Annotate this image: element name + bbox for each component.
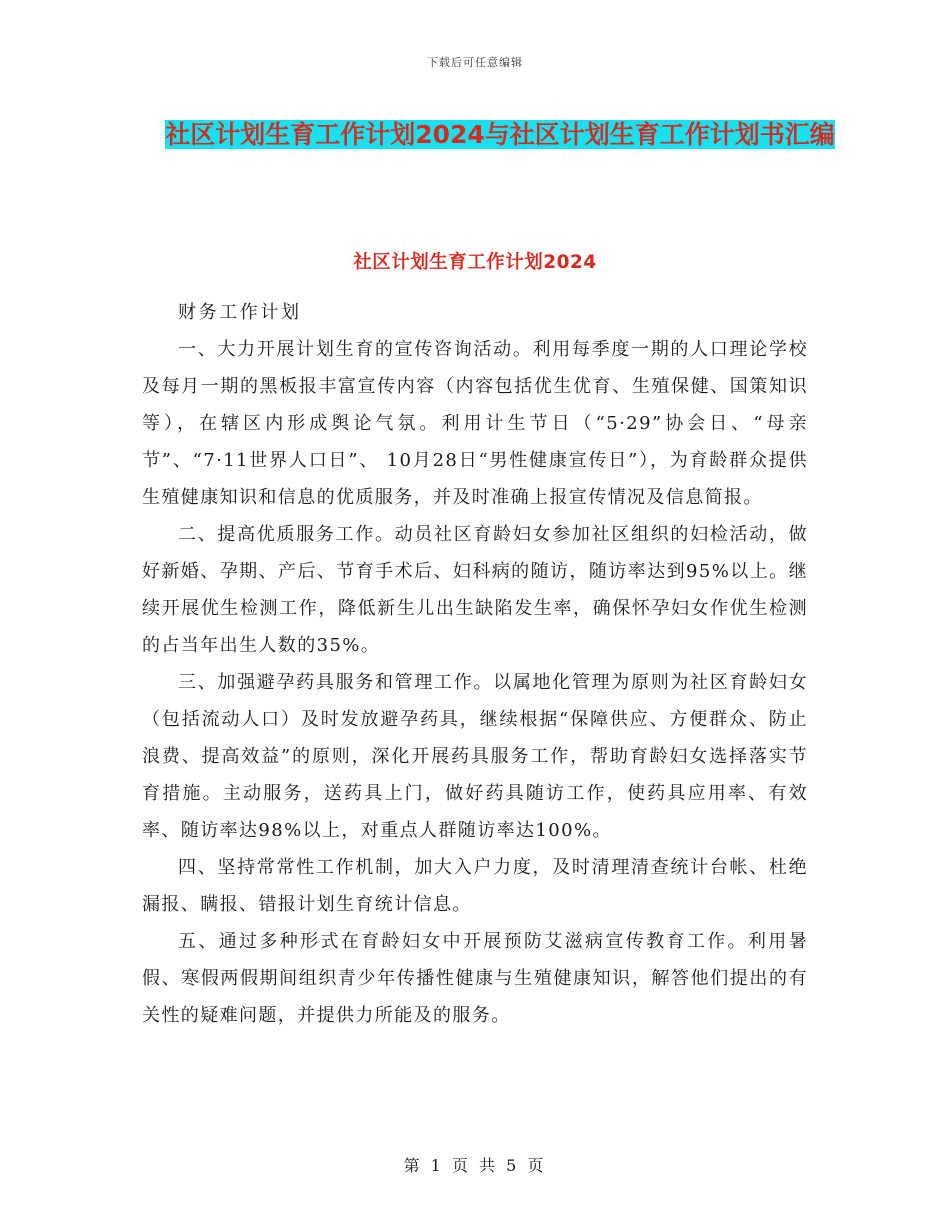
paragraph-1: 一、大力开展计划生育的宣传咨询活动。利用每季度一期的人口理论学校及每月一期的黑板报丰富宣传内容（内容包括优生优育、生殖保健、国策知识等），在辖区内形成舆论气氛。利用计生节日（“5·29”协会日、“母亲节”、“7·11世界人口日”、 10月28日“男性健康宣传日”），为育龄群众提供生殖健康知识和信息的优质服务，并及时准确上报宣传情况及信息简报。 [142,339,808,508]
subheading: 财务工作计划 [178,302,302,323]
paragraph-5: 五、通过多种形式在育龄妇女中开展预防艾滋病宣传教育工作。利用暑假、寒假两假期间组织青少年传播性健康与生殖健康知识，解答他们提出的有关性的疑难问题，并提供力所能及的服务。 [142,931,808,1026]
document-title-text: 社区计划生育工作计划2024与社区计划生育工作计划书汇编 [165,120,835,149]
section-title: 社区计划生育工作计划2024 [353,252,597,273]
document-body [142,294,808,1034]
paragraph-4: 四、坚持常常性工作机制，加大入户力度，及时清理清查统计台帐、杜绝漏报、瞒报、错报计划生育统计信息。 [142,857,808,915]
document-title [140,112,860,157]
page-footer: 第 1 页 共 5 页 [403,1156,547,1175]
paragraph-3: 三、加强避孕药具服务和管理工作。以属地化管理为原则为社区育龄妇女（包括流动人口）及时发放避孕药具，继续根据“保障供应、方便群众、防止浪费、提高效益”的原则，深化开展药具服务工作，帮助育龄妇女选择落实节育措施。主动服务，送药具上门，做好药具随访工作，使药具应用率、有效率、随访率达98%以上，对重点人群随访率达100%。 [142,672,808,841]
paragraph-2: 二、提高优质服务工作。动员社区育龄妇女参加社区组织的妇检活动，做好新婚、孕期、产后、节育手术后、妇科病的随访，随访率达到95%以上。继续开展优生检测工作，降低新生儿出生缺陷发生率，确保怀孕妇女作优生检测的占当年出生人数的35%。 [142,524,808,656]
header-note: 下载后可任意编辑 [427,56,523,69]
